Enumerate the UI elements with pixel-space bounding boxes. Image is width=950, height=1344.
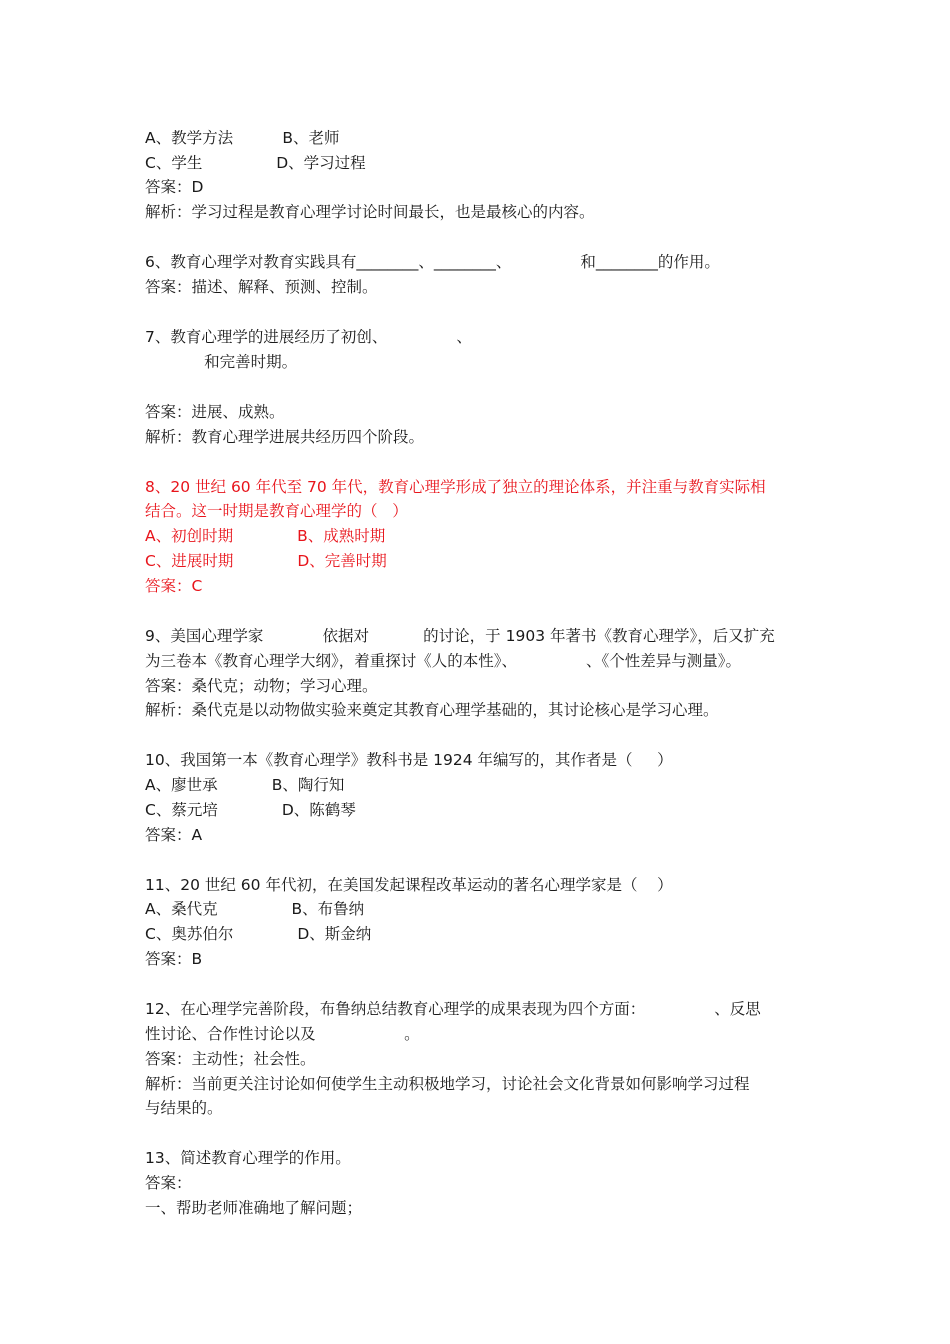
highlighted-line: 8、20 世纪 60 年代至 70 年代，教育心理学形成了独立的理论体系，并注重与教育实际相 [145,478,766,496]
text-line: 为三卷本《教育心理学大纲》，着重探讨《人的本性》、 、《个性差异与测量》。 [145,652,741,670]
text-line: 与结果的。 [145,1099,223,1117]
text-line: 10、我国第一本《教育心理学》教科书是 1924 年编写的，其作者是（ ） [145,751,673,769]
text-line: 解析：桑代克是以动物做实验来奠定其教育心理学基础的，其讨论核心是学习心理。 [145,701,719,719]
text-line: A、廖世承 B、陶行知 [145,776,345,794]
highlighted-line: 结合。这一时期是教育心理学的（ ） [145,502,408,520]
text-line: 答案： [145,1174,192,1192]
highlighted-line: A、初创时期 B、成熟时期 [145,527,386,545]
text-line: 答案：桑代克；动物；学习心理。 [145,677,378,695]
text-line: 答案：A [145,826,203,844]
text-line: 12、在心理学完善阶段，布鲁纳总结教育心理学的成果表现为四个方面： 、反思 [145,1000,761,1018]
text-line: 解析：教育心理学进展共经历四个阶段。 [145,428,425,446]
text-line: 答案：B [145,950,203,968]
text-line: C、学生 D、学习过程 [145,154,366,172]
text-line: C、蔡元培 D、陈鹤琴 [145,801,356,819]
text-line: C、奥苏伯尔 D、斯金纳 [145,925,372,943]
highlighted-line: C、进展时期 D、完善时期 [145,552,387,570]
text-line: 7、教育心理学的进展经历了初创、 、 [145,328,472,346]
text-line: 答案：描述、解释、预测、控制。 [145,278,378,296]
text-line: 解析：学习过程是教育心理学讨论时间最长，也是最核心的内容。 [145,203,595,221]
text-line: 6、教育心理学对教育实践具有________、________、 和________的作用。 [145,253,720,271]
text-line: 和完善时期。 [145,353,298,371]
text-line: 答案：主动性；社会性。 [145,1050,316,1068]
text-line: 11、20 世纪 60 年代初，在美国发起课程改革运动的著名心理学家是（ ） [145,876,673,894]
text-line: 13、简述教育心理学的作用。 [145,1149,351,1167]
text-line: 解析：当前更关注讨论如何使学生主动积极地学习，讨论社会文化背景如何影响学习过程 [145,1075,750,1093]
text-line: 答案：D [145,178,204,196]
text-line: 9、美国心理学家 依据对 的讨论，于 1903 年著书《教育心理学》，后又扩充 [145,627,775,645]
text-line: 答案：进展、成熟。 [145,403,285,421]
highlighted-line: 答案：C [145,577,203,595]
text-line: A、桑代克 B、布鲁纳 [145,900,365,918]
text-line: A、教学方法 B、老师 [145,129,340,147]
text-line: 一、帮助老师准确地了解问题； [145,1199,363,1217]
text-line: 性讨论、合作性讨论以及 。 [145,1025,420,1043]
